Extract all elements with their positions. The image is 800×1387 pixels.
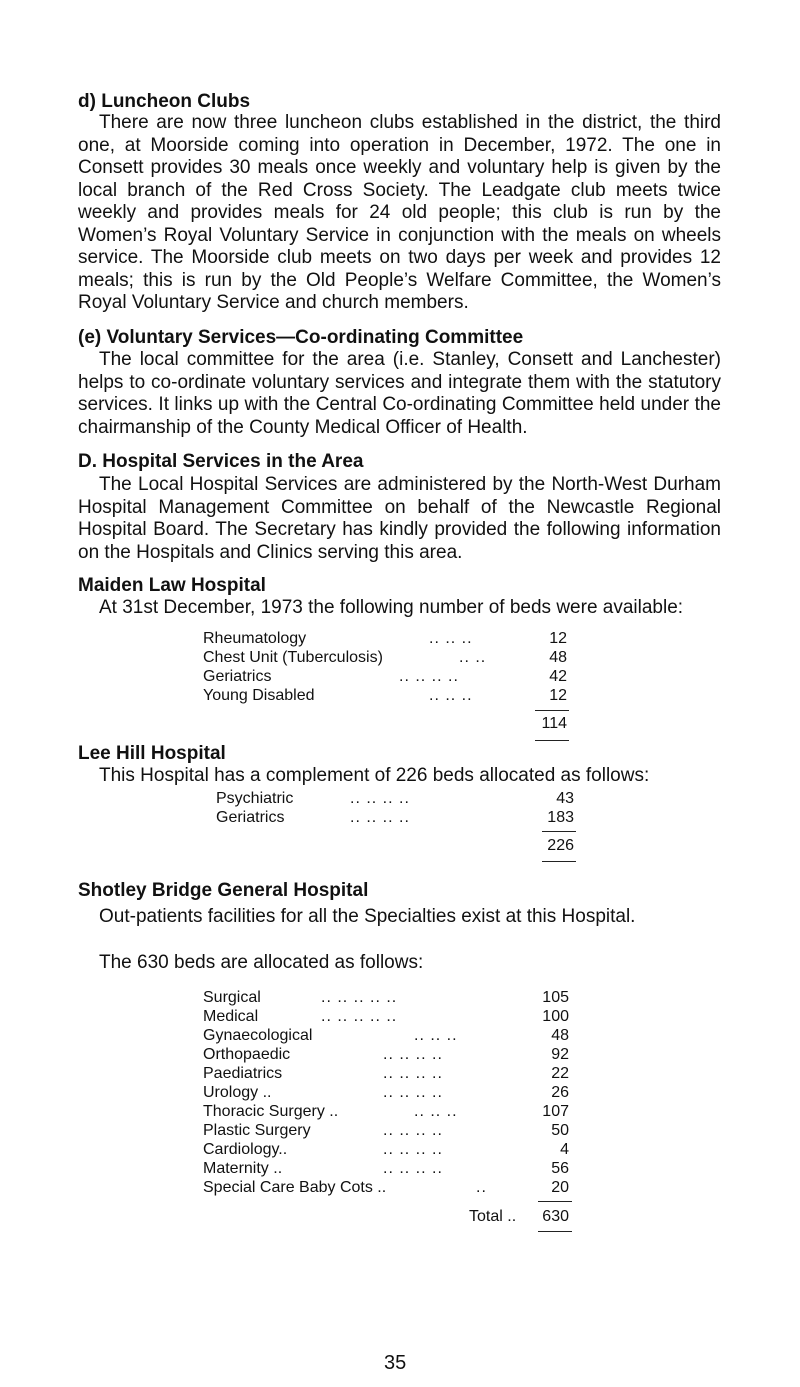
maiden-law-heading: Maiden Law Hospital xyxy=(78,575,266,596)
ward-label: Psychiatric xyxy=(216,790,294,807)
total-label: Total .. xyxy=(469,1208,517,1225)
ward-label: Geriatrics xyxy=(203,668,272,685)
bed-count: 105 xyxy=(542,989,569,1006)
bed-count: 50 xyxy=(551,1122,569,1139)
bed-count: 48 xyxy=(551,1027,569,1044)
maiden-law-intro: At 31st December, 1973 the following number of beds were available: xyxy=(99,597,684,618)
leader-dots: .. .. .. .. xyxy=(383,1084,443,1101)
ward-label: Rheumatology xyxy=(203,630,307,647)
total-underline xyxy=(542,861,576,862)
ward-label: Surgical xyxy=(203,989,261,1006)
bed-count: 100 xyxy=(542,1008,569,1025)
lee-hill-intro: This Hospital has a complement of 226 beds allocated as follows: xyxy=(99,765,650,786)
bed-count: 42 xyxy=(549,668,567,685)
ward-label: Thoracic Surgery .. xyxy=(203,1103,339,1120)
shotley-bridge-allocation: The 630 beds are allocated as follows: xyxy=(99,952,424,973)
ward-label: Maternity .. xyxy=(203,1160,283,1177)
ward-label: Urology .. xyxy=(203,1084,272,1101)
leader-dots: .. .. .. .. xyxy=(383,1160,443,1177)
ward-label: Special Care Baby Cots .. xyxy=(203,1179,387,1196)
leader-dots: .. .. .. .. .. xyxy=(321,1008,398,1025)
ward-label: Plastic Surgery xyxy=(203,1122,311,1139)
leader-dots: .. .. xyxy=(459,649,487,666)
shotley-bridge-intro: Out-patients facilities for all the Specialties exist at this Hospital. xyxy=(99,906,636,927)
total-rule xyxy=(535,710,569,711)
total-beds: 226 xyxy=(547,837,574,854)
leader-dots: .. .. .. xyxy=(414,1027,458,1044)
leader-dots: .. .. .. .. xyxy=(383,1065,443,1082)
ward-label: Paediatrics xyxy=(203,1065,283,1082)
bed-count: 56 xyxy=(551,1160,569,1177)
bed-count: 4 xyxy=(560,1141,569,1158)
bed-count: 43 xyxy=(556,790,574,807)
ward-label: Orthopaedic xyxy=(203,1046,291,1063)
ward-label: Medical xyxy=(203,1008,259,1025)
ward-label: Geriatrics xyxy=(216,809,285,826)
leader-dots: .. .. .. .. xyxy=(350,809,410,826)
hospital-services-heading: D. Hospital Services in the Area xyxy=(78,451,364,472)
ward-label: Cardiology.. xyxy=(203,1141,288,1158)
leader-dots: .. .. .. .. xyxy=(383,1122,443,1139)
bed-count: 92 xyxy=(551,1046,569,1063)
page-number: 35 xyxy=(384,1352,407,1374)
hospital-services-text: The Local Hospital Services are administered by the North-West Durham Hospital Management Committee on behalf of the Newcastle Regional Hospital Board. The Secretary has kindly provided the following information on the Hospitals and Clinics serving this area. xyxy=(78,474,721,563)
leader-dots: .. .. .. .. .. xyxy=(321,989,398,1006)
total-underline xyxy=(538,1231,572,1232)
leader-dots: .. .. .. .. xyxy=(383,1046,443,1063)
voluntary-services-heading: (e) Voluntary Services—Co-ordinating Committee xyxy=(78,327,524,348)
bed-count: 48 xyxy=(549,649,567,666)
total-beds: 630 xyxy=(542,1208,569,1225)
leader-dots: .. .. .. xyxy=(414,1103,458,1120)
leader-dots: .. .. .. .. xyxy=(350,790,410,807)
leader-dots: .. xyxy=(476,1179,487,1196)
leader-dots: .. .. .. xyxy=(429,630,473,647)
total-underline xyxy=(535,740,569,741)
bed-count: 107 xyxy=(542,1103,569,1120)
luncheon-clubs-heading: d) Luncheon Clubs xyxy=(78,91,251,112)
bed-count: 20 xyxy=(551,1179,569,1196)
total-rule xyxy=(542,831,576,832)
luncheon-clubs-text: There are now three luncheon clubs established in the district, the third one, at Moorside coming into operation in December, 1972. The one in Consett provides 30 meals once weekly and voluntary help is given by the local branch of the Red Cross Society. The Leadgate club meets twice weekly and provides meals for 24 old people; this club is run by the Women’s Royal Voluntary Service in conjunction with the meals on wheels service. The Moorside club meets on two days per week and provides 12 meals; this is run by the Old People’s Welfare Committee, the Women’s Royal Voluntary Service and church members. xyxy=(78,112,721,313)
ward-label: Young Disabled xyxy=(203,687,315,704)
leader-dots: .. .. .. .. xyxy=(399,668,459,685)
bed-count: 12 xyxy=(549,687,567,704)
shotley-bridge-heading: Shotley Bridge General Hospital xyxy=(78,880,369,901)
voluntary-services-text: The local committee for the area (i.e. Stanley, Consett and Lanchester) helps to co-ordinate voluntary services and integrate them with the statutory services. It links up with the Central Co-ordinating Committee held under the chairmanship of the County Medical Officer of Health. xyxy=(78,349,721,438)
ward-label: Chest Unit (Tuberculosis) xyxy=(203,649,383,666)
total-rule xyxy=(538,1201,572,1202)
lee-hill-heading: Lee Hill Hospital xyxy=(78,743,226,764)
ward-label: Gynaecological xyxy=(203,1027,313,1044)
bed-count: 183 xyxy=(547,809,574,826)
bed-count: 22 xyxy=(551,1065,569,1082)
leader-dots: .. .. .. .. xyxy=(383,1141,443,1158)
bed-count: 12 xyxy=(549,630,567,647)
total-beds: 114 xyxy=(541,715,567,732)
bed-count: 26 xyxy=(551,1084,569,1101)
leader-dots: .. .. .. xyxy=(429,687,473,704)
